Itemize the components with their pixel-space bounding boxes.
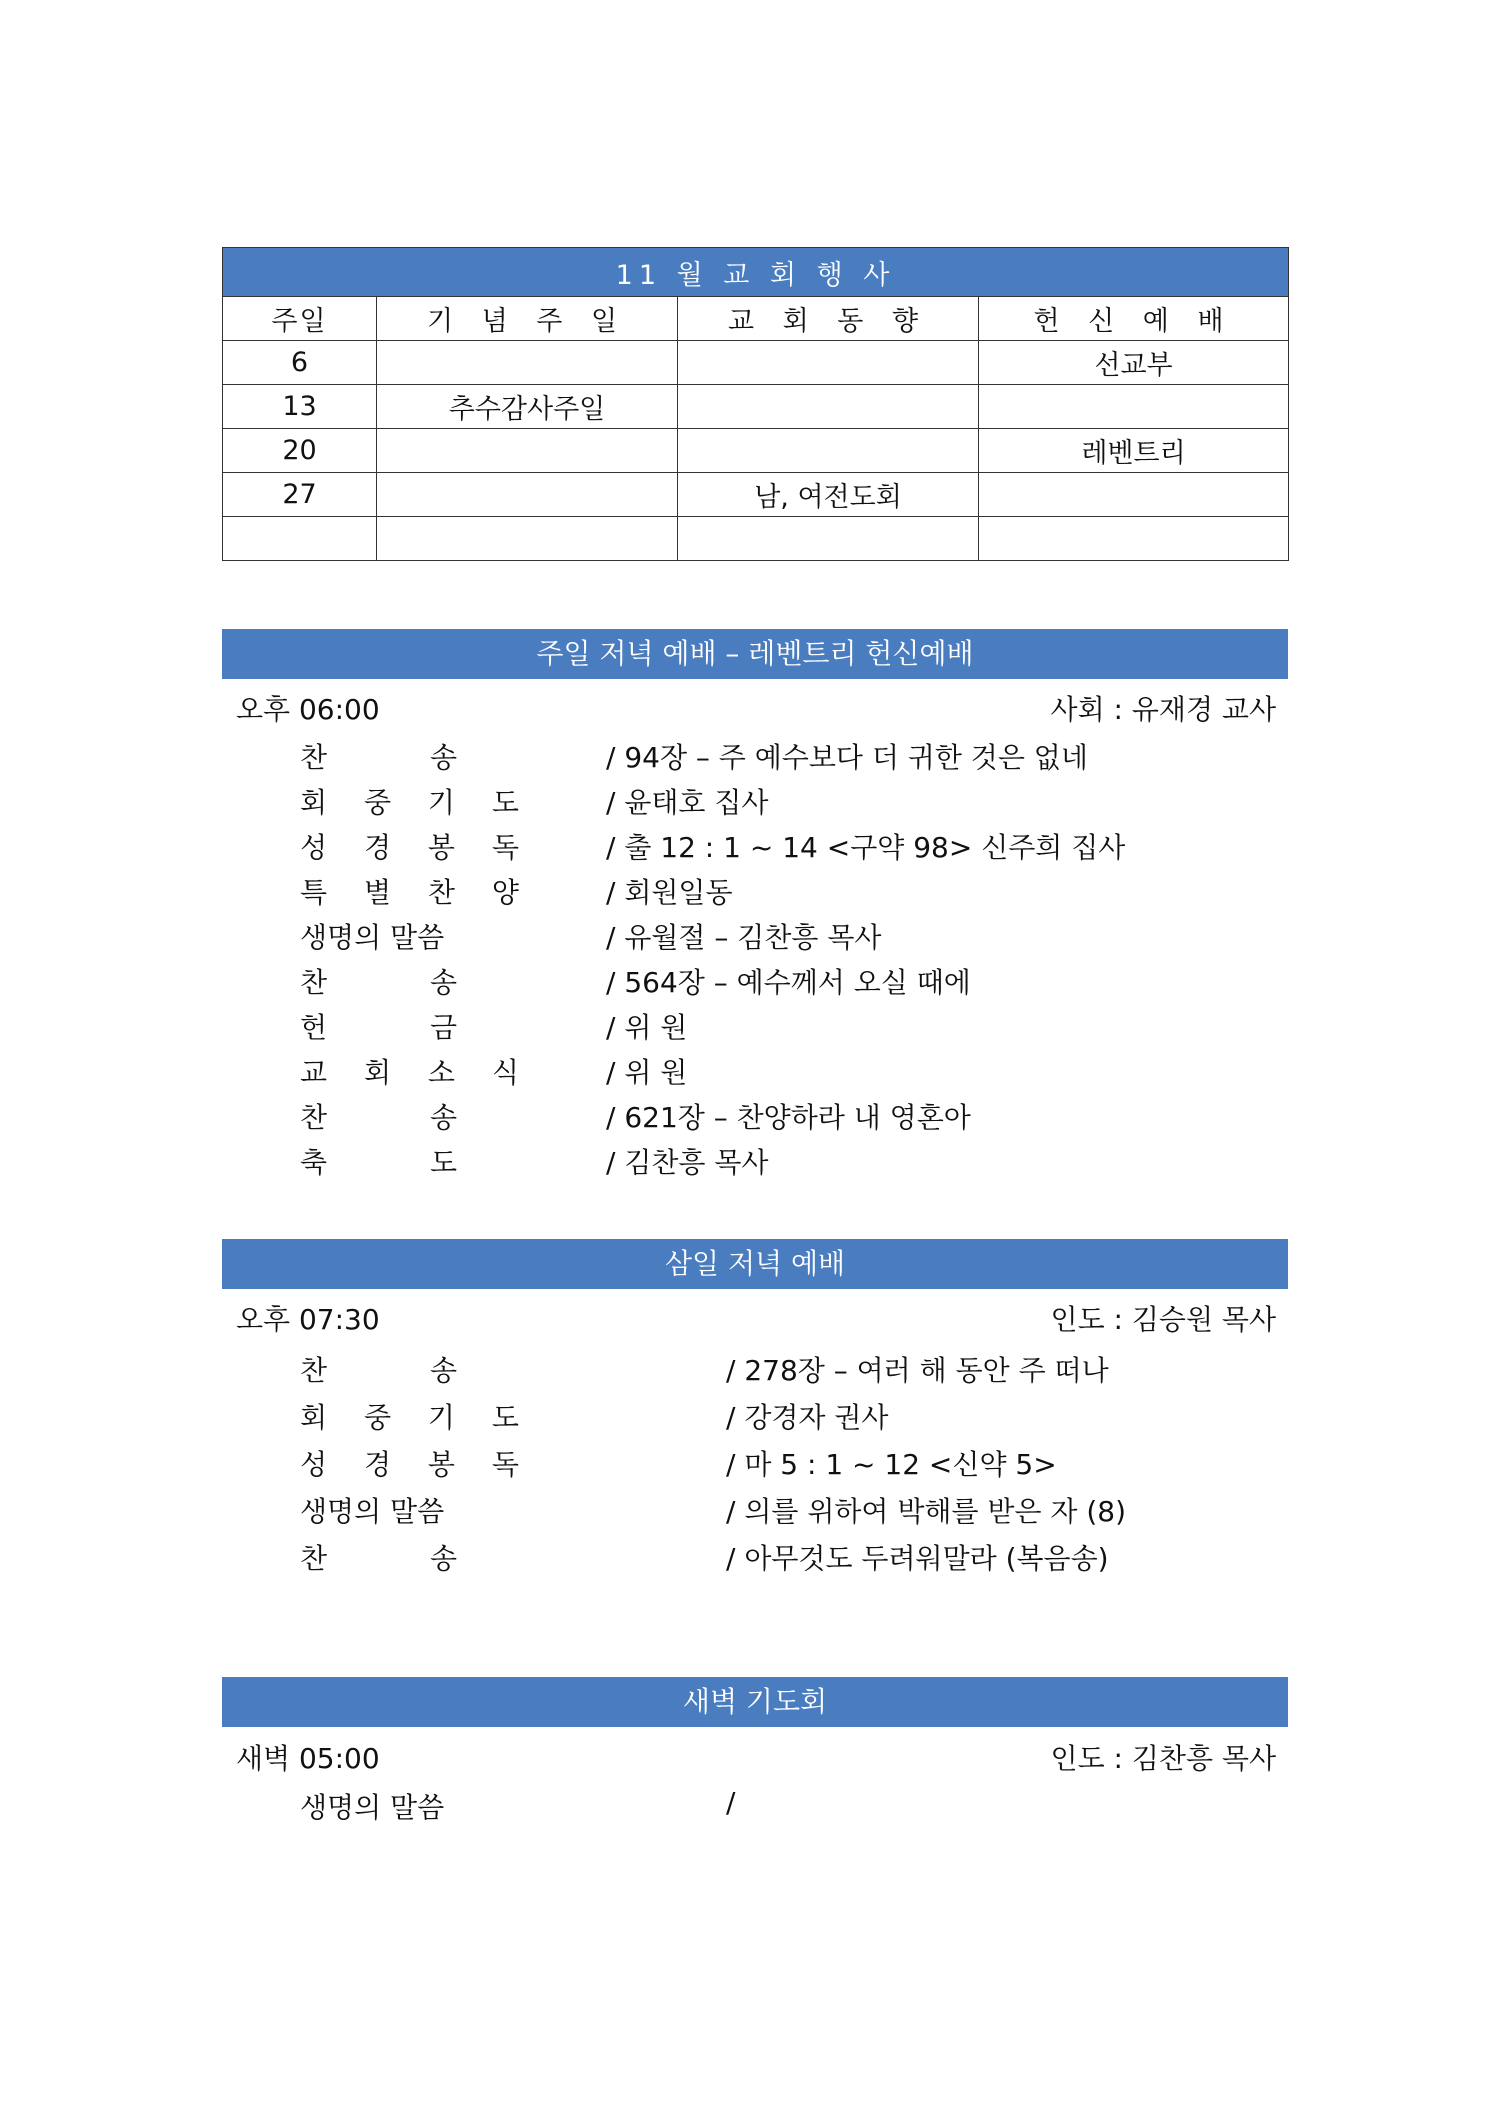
wednesday-evening-title-bar: 삼일 저녁 예배 xyxy=(222,1239,1288,1289)
table-cell xyxy=(979,473,1289,517)
events-header-row xyxy=(223,297,1289,341)
order-value: / 마 5 : 1 ~ 12 <신약 5> xyxy=(726,1448,1057,1481)
table-cell xyxy=(377,473,678,517)
table-cell: 13 xyxy=(223,385,377,429)
table-cell: 레벤트리 xyxy=(979,429,1289,473)
table-cell: 20 xyxy=(223,429,377,473)
order-label: 교 회 소 식 xyxy=(300,1056,533,1089)
order-value: / 윤태호 집사 xyxy=(606,786,769,819)
order-value: / xyxy=(726,1786,736,1819)
order-label: 성 경 봉 독 xyxy=(300,831,533,864)
table-row xyxy=(223,517,1289,561)
table-cell xyxy=(223,517,377,561)
order-value: / 621장 – 찬양하라 내 영혼아 xyxy=(606,1101,971,1134)
header-dedication-service: 헌 신 예 배 xyxy=(979,297,1289,341)
table-row xyxy=(223,385,1289,429)
table-cell xyxy=(377,429,678,473)
header-memorial-sunday: 기 념 주 일 xyxy=(377,297,678,341)
table-row xyxy=(223,341,1289,385)
table-cell: 남, 여전도회 xyxy=(678,473,979,517)
order-value: / 위 원 xyxy=(606,1011,688,1044)
dawn-prayer-leader: 인도 : 김찬흥 목사 xyxy=(1050,1742,1276,1775)
sunday-evening-time: 오후 06:00 xyxy=(236,693,380,726)
table-cell xyxy=(678,429,979,473)
table-cell xyxy=(678,341,979,385)
wednesday-evening-leader: 인도 : 김승원 목사 xyxy=(1050,1303,1276,1336)
order-value: / 회원일동 xyxy=(606,876,733,909)
table-cell: 27 xyxy=(223,473,377,517)
order-label: 회 중 기 도 xyxy=(300,786,533,819)
table-row xyxy=(223,473,1289,517)
order-value: / 의를 위하여 박해를 받은 자 (8) xyxy=(726,1495,1127,1528)
order-label: 생명의 말씀 xyxy=(300,921,445,954)
table-cell xyxy=(678,385,979,429)
sunday-evening-leader: 사회 : 유재경 교사 xyxy=(1050,693,1276,726)
order-label: 생명의 말씀 xyxy=(300,1791,445,1824)
order-value: / 김찬흥 목사 xyxy=(606,1146,769,1179)
order-label: 생명의 말씀 xyxy=(300,1495,445,1528)
order-value: / 아무것도 두려워말라 (복음송) xyxy=(726,1542,1109,1575)
order-label: 회 중 기 도 xyxy=(300,1401,533,1434)
november-events-table xyxy=(222,247,1289,561)
order-value: / 564장 – 예수께서 오실 때에 xyxy=(606,966,971,999)
table-cell: 추수감사주일 xyxy=(377,385,678,429)
events-title-row xyxy=(223,248,1289,297)
table-cell xyxy=(678,517,979,561)
table-cell xyxy=(377,517,678,561)
table-row xyxy=(223,429,1289,473)
dawn-prayer-time: 새벽 05:00 xyxy=(236,1742,380,1775)
order-label: 특 별 찬 양 xyxy=(300,876,533,909)
order-label: 성 경 봉 독 xyxy=(300,1448,533,1481)
order-value: / 위 원 xyxy=(606,1056,688,1089)
table-cell xyxy=(979,385,1289,429)
header-sunday: 주일 xyxy=(223,297,377,341)
order-value: / 유월절 – 김찬흥 목사 xyxy=(606,921,882,954)
table-cell: 선교부 xyxy=(979,341,1289,385)
order-value: / 출 12 : 1 ~ 14 <구약 98> 신주희 집사 xyxy=(606,831,1126,864)
order-value: / 278장 – 여러 해 동안 주 떠나 xyxy=(726,1354,1109,1387)
table-cell xyxy=(979,517,1289,561)
table-cell xyxy=(377,341,678,385)
events-title: 11 월 교 회 행 사 xyxy=(223,248,1289,297)
sunday-evening-title-bar: 주일 저녁 예배 – 레벤트리 헌신예배 xyxy=(222,629,1288,679)
wednesday-evening-time: 오후 07:30 xyxy=(236,1303,380,1336)
order-value: / 94장 – 주 예수보다 더 귀한 것은 없네 xyxy=(606,741,1088,774)
table-cell: 6 xyxy=(223,341,377,385)
bulletin-page: 11 월 교 회 행 사 주일 기 념 주 일 교 회 동 향 헌 신 예 배 6 선교부 13 추수감사주일 20 레벤트리 27 남, 여전도회 주일 저녁 예배 – 레벤트리 헌신예배 오후 06:00 사회 : 유재경 교사 찬 송 / 94장 – 주 예수보다 더 귀한 것은 없네 회 중 기 도 / 윤태호 집사 성 경 봉 독 / 출 12 : 1 ~ 14 <구약 98> 신주희 집사 특 별 찬 양 / 회원일동 생명의 말씀 / 유월절 – 김찬흥 목사 찬 송 / 564장 – 예수께서 오실 때에 헌 금 / 위 원 교 회 소 식 / 위 원 찬 송 / 621장 – 찬양하라 내 영혼아 축 도 / 김찬흥 목사 삼일 저녁 예배 오후 07:30 인도 : 김승원 목사 찬 송 / 278장 – 여러 해 동안 주 떠나 회 중 기 도 / 강경자 권사 성 경 봉 독 / 마 5 : 1 ~ 12 <신약 5> 생명의 말씀 / 의를 위하여 박해를 받은 자 (8) 찬 송 / 아무것도 두려워말라 (복음송) 새벽 기도회 새벽 05:00 인도 : 김찬흥 목사 생명의 말씀 / xyxy=(0,0,1488,2105)
order-value: / 강경자 권사 xyxy=(726,1401,889,1434)
dawn-prayer-title-bar: 새벽 기도회 xyxy=(222,1677,1288,1727)
header-church-news: 교 회 동 향 xyxy=(678,297,979,341)
